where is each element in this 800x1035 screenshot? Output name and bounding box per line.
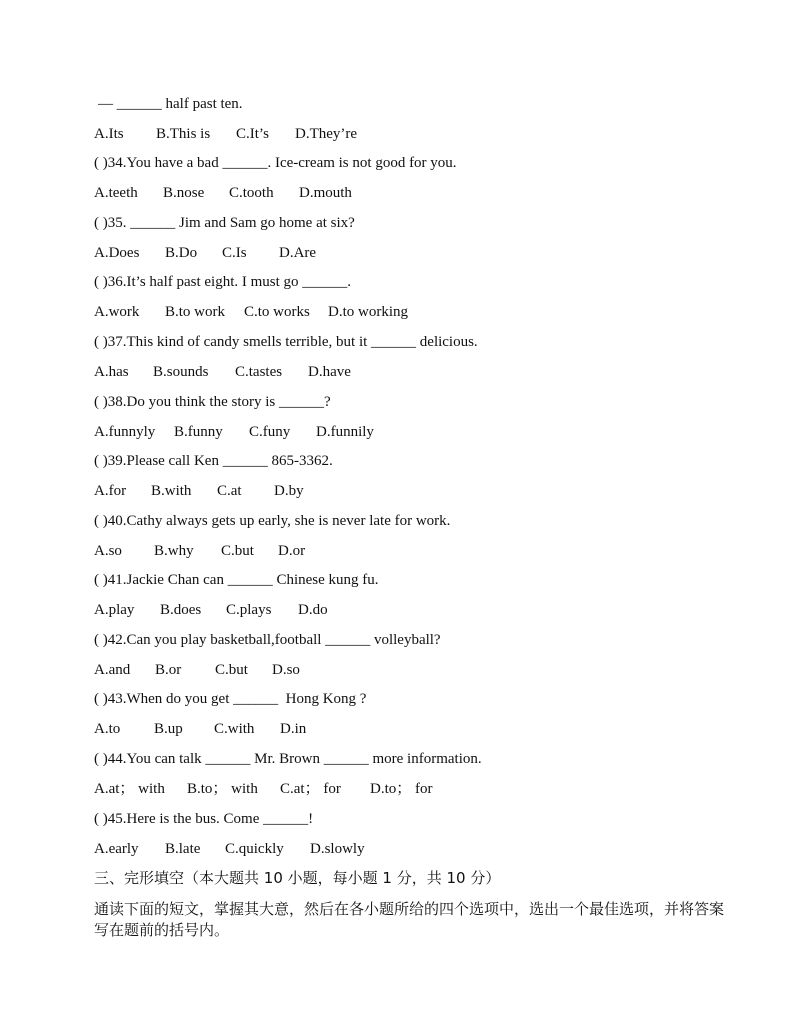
option-a: A.has <box>94 364 129 380</box>
option-d: D.They’re <box>295 126 358 142</box>
option-d: D.to； for <box>370 781 433 797</box>
question-40: ( )40.Cathy always gets up early, she is never late for work. <box>94 513 451 529</box>
question-43: ( )43.When do you get ______ Hong Kong ? <box>94 691 367 707</box>
option-d: D.Are <box>279 245 317 261</box>
option-b: B.This is <box>156 126 211 142</box>
option-d: D.so <box>272 662 300 678</box>
option-c: C.tastes <box>235 364 283 380</box>
option-a: A.play <box>94 602 135 618</box>
option-d: D.in <box>280 721 307 737</box>
option-d: D.or <box>278 543 306 559</box>
question-35: ( )35. ______ Jim and Sam go home at six? <box>94 215 355 231</box>
option-d: D.do <box>298 602 328 618</box>
section-instruction: 通读下面的短文，掌握其大意，然后在各小题所给的四个选项中，选出一个最佳选项，并将答案写在题前的括号内。 <box>94 900 725 939</box>
option-c: C.tooth <box>229 185 274 201</box>
question-36: ( )36.It’s half past eight. I must go ______. <box>94 274 352 290</box>
question-38: ( )38.Do you think the story is ______? <box>94 394 331 410</box>
option-b: B.with <box>151 483 192 499</box>
option-c: C.quickly <box>225 841 284 857</box>
option-c: C.with <box>214 721 255 737</box>
option-b: B.sounds <box>153 364 209 380</box>
option-a: A.at； with <box>94 781 165 797</box>
option-a: A.early <box>94 841 139 857</box>
option-b: B.funny <box>174 424 223 440</box>
question-33-continuation: — ______ half past ten. <box>98 96 243 112</box>
option-c: C.Is <box>222 245 247 261</box>
option-c: C.to works <box>244 304 310 320</box>
option-b: B.why <box>154 543 194 559</box>
option-b: B.late <box>165 841 201 857</box>
option-b: B.Do <box>165 245 198 261</box>
option-b: B.up <box>154 721 183 737</box>
question-34: ( )34.You have a bad ______. Ice-cream is not good for you. <box>94 155 457 171</box>
option-b: B.nose <box>163 185 205 201</box>
option-a: A.and <box>94 662 131 678</box>
option-a: A.Does <box>94 245 140 261</box>
question-37: ( )37.This kind of candy smells terrible, but it ______ delicious. <box>94 334 478 350</box>
option-c: C.but <box>221 543 254 559</box>
option-b: B.does <box>160 602 202 618</box>
option-d: D.funnily <box>316 424 374 440</box>
option-d: D.slowly <box>310 841 365 857</box>
option-a: A.for <box>94 483 127 499</box>
option-a: A.teeth <box>94 185 138 201</box>
option-a: A.so <box>94 543 122 559</box>
option-a: A.Its <box>94 126 124 142</box>
question-45: ( )45.Here is the bus. Come ______! <box>94 811 314 827</box>
option-c: C.It’s <box>236 126 269 142</box>
option-d: D.by <box>274 483 304 499</box>
option-b: B.to； with <box>187 781 258 797</box>
option-c: C.but <box>215 662 248 678</box>
section-heading: 三、完形填空（本大题共 10 小题，每小题 1 分，共 10 分） <box>94 869 501 887</box>
option-c: C.plays <box>226 602 272 618</box>
question-41: ( )41.Jackie Chan can ______ Chinese kung fu. <box>94 572 379 588</box>
option-d: D.to working <box>328 304 408 320</box>
option-c: C.at； for <box>280 781 341 797</box>
question-44: ( )44.You can talk ______ Mr. Brown ______ more information. <box>94 751 482 767</box>
option-b: B.to work <box>165 304 225 320</box>
question-39: ( )39.Please call Ken ______ 865-3362. <box>94 453 333 469</box>
option-a: A.to <box>94 721 121 737</box>
question-42: ( )42.Can you play basketball,football ______ volleyball? <box>94 632 441 648</box>
option-c: C.funy <box>249 424 291 440</box>
option-d: D.mouth <box>299 185 352 201</box>
option-b: B.or <box>155 662 182 678</box>
option-a: A.work <box>94 304 140 320</box>
option-c: C.at <box>217 483 242 499</box>
option-a: A.funnyly <box>94 424 156 440</box>
option-d: D.have <box>308 364 351 380</box>
